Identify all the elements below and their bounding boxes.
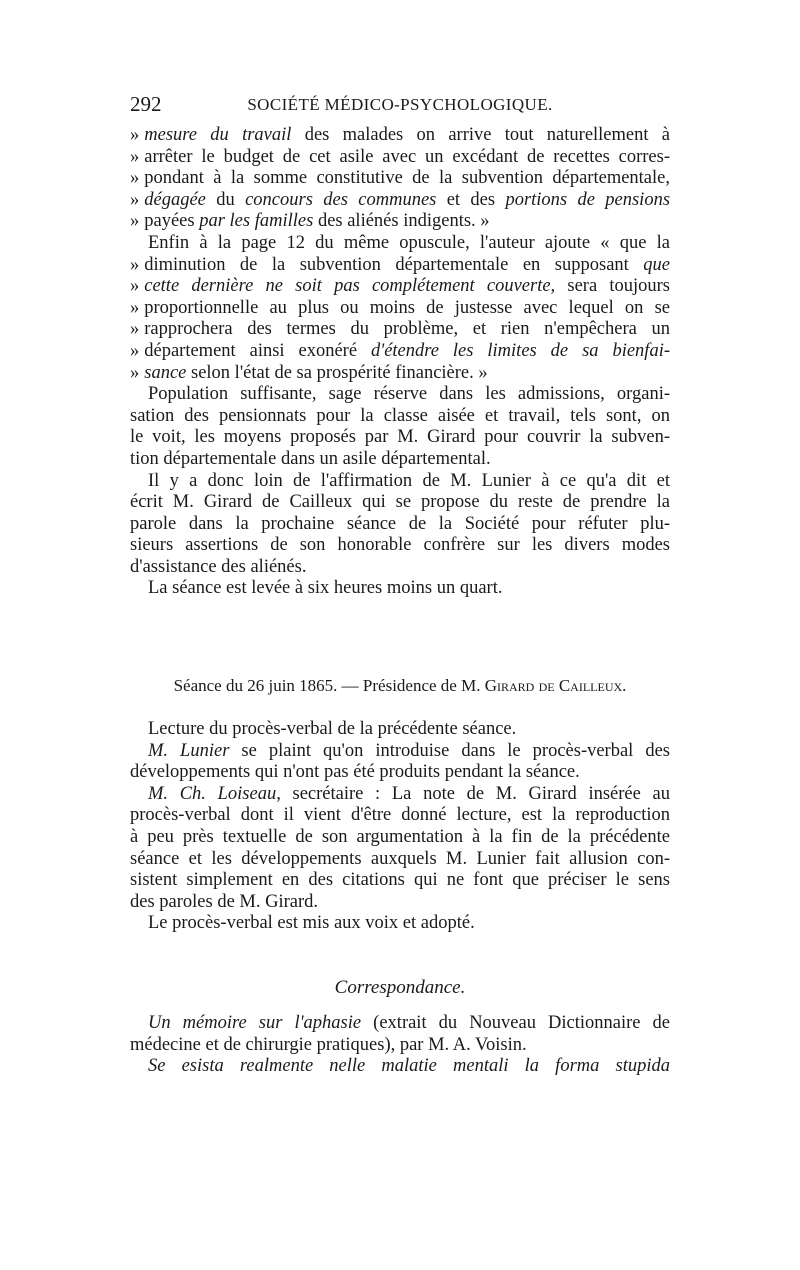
paragraph-line: tion départementale dans un asile départemental. (130, 448, 491, 469)
paragraph-line: Population suffisante, sage réserve dans les admissions, organi- (148, 384, 670, 405)
paragraph-line: sistent simplement en des citations qui ne font que préciser le sens (130, 870, 670, 891)
session-president: Girard de Cailleux. (484, 676, 627, 695)
paragraph-line: d'assistance des aliénés. (130, 556, 307, 577)
text-block-top (130, 125, 670, 600)
paragraph-line: sieurs assertions de son honorable confrère sur les divers modes (130, 535, 670, 556)
paragraph-line: le voit, les moyens proposés par M. Girard pour couvrir la subven- (130, 427, 670, 448)
page-header (130, 92, 670, 118)
paragraph-line: sation des pensionnats pour la classe aisée et travail, tels sont, on (130, 405, 670, 426)
quotation (130, 125, 670, 233)
minutes-loiseau: M. Ch. Loiseau, secrétaire : La note de M. Girard insérée au (148, 783, 670, 804)
paragraph-line: développements qui n'ont pas été produits pendant la séance. (130, 762, 580, 783)
paragraph-line: » cette dernière ne soit pas complétement couverte, sera toujours (130, 276, 670, 297)
paragraph-line: » rapprochera des termes du problème, et rien n'empêchera un (130, 319, 670, 340)
paragraph-line: médecine et de chirurgie pratiques), par M. A. Voisin. (130, 1034, 527, 1055)
quote-line: » payées par les familles des aliénés indigents. » (130, 211, 490, 232)
paragraph-line: écrit M. Girard de Cailleux qui se propose du reste de prendre la (130, 492, 670, 513)
paragraph-line: Enfin à la page 12 du même opuscule, l'auteur ajoute « que la (148, 232, 670, 253)
paragraph-line: » sance selon l'état de sa prospérité financière. » (130, 362, 488, 383)
paragraph-line: Il y a donc loin de l'affirmation de M. Lunier à ce qu'a dit et (148, 470, 670, 491)
paragraph-line: » département ainsi exonéré d'étendre les limites de sa bienfai- (130, 340, 670, 361)
closing-line: La séance est levée à six heures moins un quart. (148, 578, 503, 599)
paragraph-enfin (130, 233, 670, 384)
quote-line: » arrêter le budget de cet asile avec un excédant de recettes corres- (130, 146, 670, 167)
quote-line: » dégagée du concours des communes et des portions de pensions (130, 189, 671, 210)
paragraph-population (130, 384, 670, 470)
minutes-lecture: Lecture du procès-verbal de la précédente séance. (148, 719, 517, 739)
correspondance-heading: Correspondance. (334, 977, 466, 998)
minutes-lunier: M. Lunier se plaint qu'on introduise dans le procès-verbal des (148, 740, 670, 761)
paragraph-line: à peu près textuelle de son argumentation à la fin de la précédente (130, 826, 670, 847)
paragraph-line: » diminution de la subvention départementale en supposant que (130, 254, 670, 275)
session-title: Séance du 26 juin 1865. — Présidence de M. Girard de Cailleux. (173, 676, 627, 695)
paragraph-il-y-a (130, 471, 670, 579)
quote-line: » mesure du travail des malades on arrive tout naturellement à (130, 125, 671, 145)
correspondance-item: Un mémoire sur l'aphasie (extrait du Nouveau Dictionnaire de (148, 1013, 671, 1033)
running-title: SOCIÉTÉ MÉDICO-PSYCHOLOGIQUE. (247, 95, 553, 114)
paragraph-line: procès-verbal dont il vient d'être donné lecture, est la reproduction (130, 805, 670, 826)
paragraph-line: parole dans la prochaine séance de la Société pour réfuter plu- (130, 513, 670, 534)
paragraph-line: des paroles de M. Girard. (130, 891, 319, 912)
correspondance-item: Se esista realmente nelle malatie mentali la forma stupida (148, 1056, 670, 1077)
page-number: 292 (130, 92, 162, 116)
paragraph-line: séance et les développements auxquels M. Lunier fait allusion con- (130, 848, 670, 869)
minutes-adopted: Le procès-verbal est mis aux voix et adopté. (148, 913, 475, 934)
quote-line: » pondant à la somme constitutive de la subvention départementale, (130, 168, 670, 189)
minutes-block (130, 719, 670, 935)
correspondance-block (130, 1013, 670, 1078)
paragraph-line: » proportionnelle au plus ou moins de justesse avec lequel on se (130, 297, 670, 318)
